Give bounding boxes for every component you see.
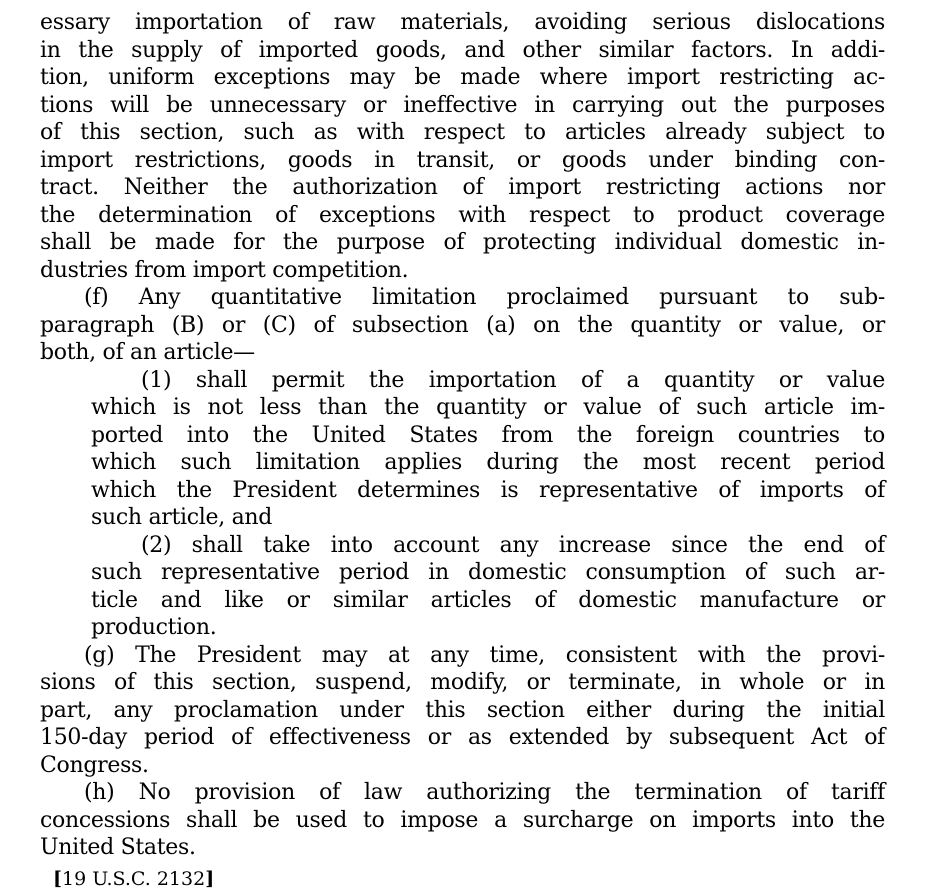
text-line: ported into the United States from the foreign countries to: [91, 422, 885, 448]
text-line: tion, uniform exceptions may be made where import restricting ac-: [40, 65, 885, 90]
text-line: concessions shall be used to impose a surcharge on imports into the: [40, 807, 885, 833]
text-line: sions of this section, suspend, modify, or terminate, in whole or in: [40, 670, 885, 695]
text-line: United States.: [40, 835, 196, 860]
text-line-subsection-g: (g) The President may at any time, consistent with the provi-: [84, 642, 885, 668]
text-line: both, of an article—: [40, 340, 255, 365]
text-line: essary importation of raw materials, avoiding serious dislocations: [40, 10, 885, 35]
text-line-subsection-f: (f) Any quantitative limitation proclaimed pursuant to sub-: [84, 285, 885, 310]
text-line-clause-2: (2) shall take into account any increase since the end of: [141, 532, 885, 558]
text-line: shall be made for the purpose of protecting individual domestic in-: [40, 230, 885, 255]
text-line: production.: [91, 615, 217, 640]
text-line: of this section, such as with respect to articles already subject to: [40, 120, 885, 145]
text-line: tions will be unnecessary or ineffective in carrying out the purposes: [40, 92, 885, 118]
text-line-clause-1: (1) shall permit the importation of a quantity or value: [141, 367, 885, 393]
text-line: the determination of exceptions with respect to product coverage: [40, 202, 885, 228]
text-line: 150-day period of effectiveness or as extended by subsequent Act of: [40, 725, 885, 750]
text-line-subsection-h: (h) No provision of law authorizing the termination of tariff: [84, 780, 885, 805]
text-line: such article, and: [91, 505, 273, 530]
text-line: Congress.: [40, 752, 149, 778]
statute-text-block: [40, 9, 885, 892]
text-line: such representative period in domestic consumption of such ar-: [91, 560, 885, 585]
text-line: which such limitation applies during the most recent period: [91, 450, 885, 475]
citation-text: 19 U.S.C. 2132: [62, 867, 206, 890]
text-line: dustries from import competition.: [40, 257, 409, 283]
text-line: which is not less than the quantity or value of such article im-: [91, 395, 885, 420]
text-line: paragraph (B) or (C) of subsection (a) on the quantity or value, or: [40, 312, 885, 338]
citation-close-bracket: ]: [205, 867, 215, 890]
text-line: tract. Neither the authorization of import restricting actions nor: [40, 175, 885, 200]
text-line: which the President determines is representative of imports of: [91, 477, 885, 503]
text-line: import restrictions, goods in transit, or goods under binding con-: [40, 147, 885, 173]
citation-open-bracket: [: [53, 867, 62, 890]
us-code-citation: [53, 867, 885, 892]
text-line: in the supply of imported goods, and other similar factors. In addi-: [40, 37, 885, 63]
text-line: ticle and like or similar articles of domestic manufacture or: [91, 587, 885, 613]
text-line: part, any proclamation under this section either during the initial: [40, 697, 885, 723]
